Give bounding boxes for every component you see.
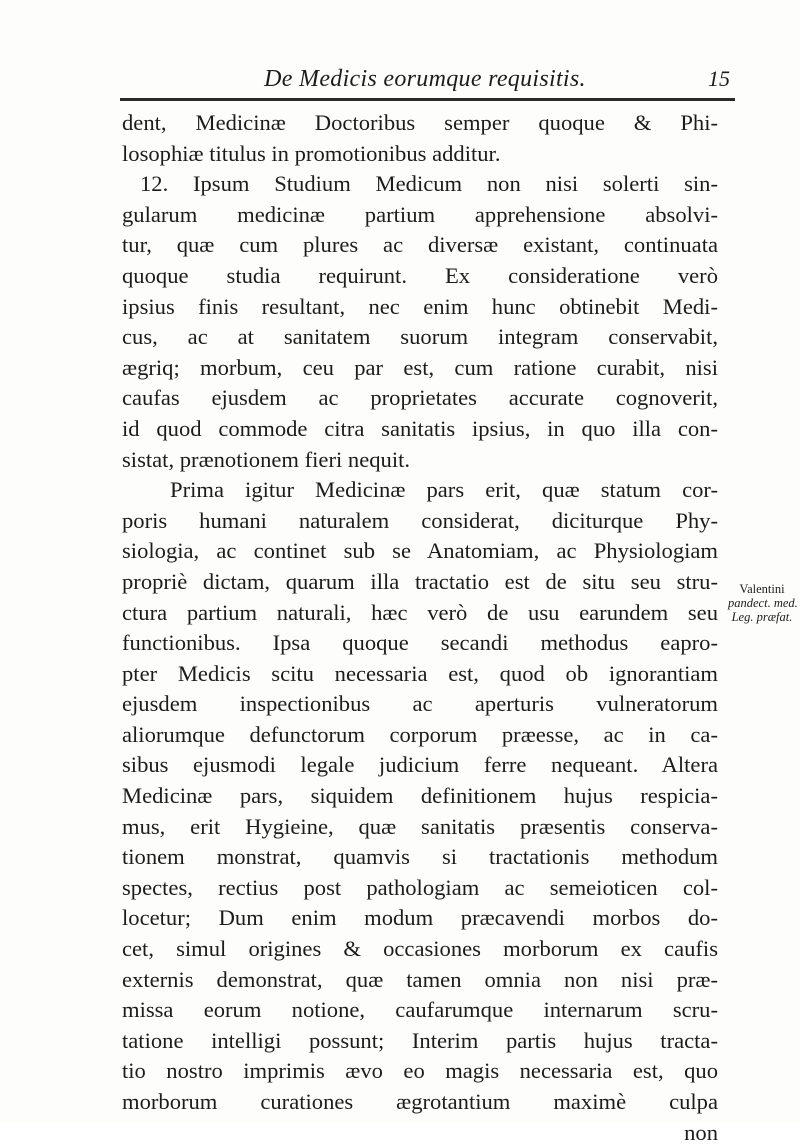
margin-note-author: Valentini bbox=[739, 582, 785, 596]
text-line: pter Medicis scitu necessaria est, quod ob ignorantiam bbox=[122, 660, 718, 686]
margin-note-reference: Leg. præfat. bbox=[731, 610, 793, 624]
text-line: externis demonstrat, quæ tamen omnia non nisi præ- bbox=[122, 966, 718, 992]
text-line: 12. Ipsum Studium Medicum non nisi solerti sin- bbox=[140, 171, 718, 197]
text-line: morborum curationes ægrotantium maximè culpa bbox=[122, 1089, 718, 1114]
text-line: functionibus. Ipsa quoque secandi methodus eapro- bbox=[122, 630, 718, 656]
text-line: ejusdem inspectionibus ac aperturis vulneratorum bbox=[122, 691, 718, 717]
text-line: losophiæ titulus in promotionibus additur. bbox=[122, 140, 501, 166]
margin-note bbox=[728, 582, 796, 624]
text-line: cet, simul origines & occasiones morborum ex caufis bbox=[122, 936, 718, 962]
text-line: aliorumque defunctorum corporum præesse, ac in ca- bbox=[122, 721, 718, 747]
text-line: mus, erit Hygieine, quæ sanitatis præsentis conserva- bbox=[122, 813, 718, 839]
text-line: cus, ac at sanitatem suorum integram conservabit, bbox=[122, 324, 718, 350]
text-line: dent, Medicinæ Doctoribus semper quoque & Phi- bbox=[122, 110, 718, 135]
text-line: tionem monstrat, quamvis si tractationis methodum bbox=[122, 844, 718, 870]
text-line: id quod commode citra sanitatis ipsius, in quo illa con- bbox=[122, 415, 718, 441]
running-title: De Medicis eorumque requisitis. bbox=[264, 66, 586, 92]
text-line: siologia, ac continet sub se Anatomiam, ac Physiologiam bbox=[122, 538, 718, 564]
text-line: tatione intelligi possunt; Interim partis hujus tracta- bbox=[122, 1027, 718, 1053]
text-line: tio nostro imprimis ævo eo magis necessaria est, quo bbox=[122, 1058, 718, 1084]
text-line: gularum medicinæ partium apprehensione absolvi- bbox=[122, 201, 718, 227]
text-line: sibus ejusmodi legale judicium ferre nequeant. Altera bbox=[122, 752, 718, 778]
text-line: locetur; Dum enim modum præcavendi morbos do- bbox=[122, 905, 718, 931]
text-line: spectes, rectius post pathologiam ac semeioticen col- bbox=[122, 874, 718, 900]
text-line: Prima igitur Medicinæ pars erit, quæ statum cor- bbox=[170, 477, 718, 503]
text-line: ægriq; morbum, ceu par est, cum ratione curabit, nisi bbox=[122, 354, 718, 380]
page-number: 15 bbox=[708, 66, 730, 91]
text-line: tur, quæ cum plures ac diversæ existant, continuata bbox=[122, 232, 718, 258]
text-line: ctura partium naturali, hæc verò de usu earundem seu bbox=[122, 599, 718, 625]
margin-note-work: pandect. med. bbox=[728, 596, 798, 610]
catchword: non bbox=[684, 1119, 718, 1145]
header-rule bbox=[120, 98, 735, 101]
running-head bbox=[120, 66, 730, 96]
body-text bbox=[122, 108, 718, 1148]
text-line: Medicinæ pars, siquidem definitionem hujus respicia- bbox=[122, 783, 718, 809]
text-line: poris humani naturalem considerat, diciturque Phy- bbox=[122, 507, 718, 533]
text-line: ipsius finis resultant, nec enim hunc obtinebit Medi- bbox=[122, 293, 718, 319]
text-line: caufas ejusdem ac proprietates accurate cognoverit, bbox=[122, 385, 718, 411]
text-line: missa eorum notione, caufarumque internarum scru- bbox=[122, 997, 718, 1023]
text-line: propriè dictam, quarum illa tractatio est de situ seu stru- bbox=[122, 568, 718, 594]
text-line: sistat, prænotionem fieri nequit. bbox=[122, 446, 411, 472]
text-line: quoque studia requirunt. Ex consideratione verò bbox=[122, 262, 718, 288]
